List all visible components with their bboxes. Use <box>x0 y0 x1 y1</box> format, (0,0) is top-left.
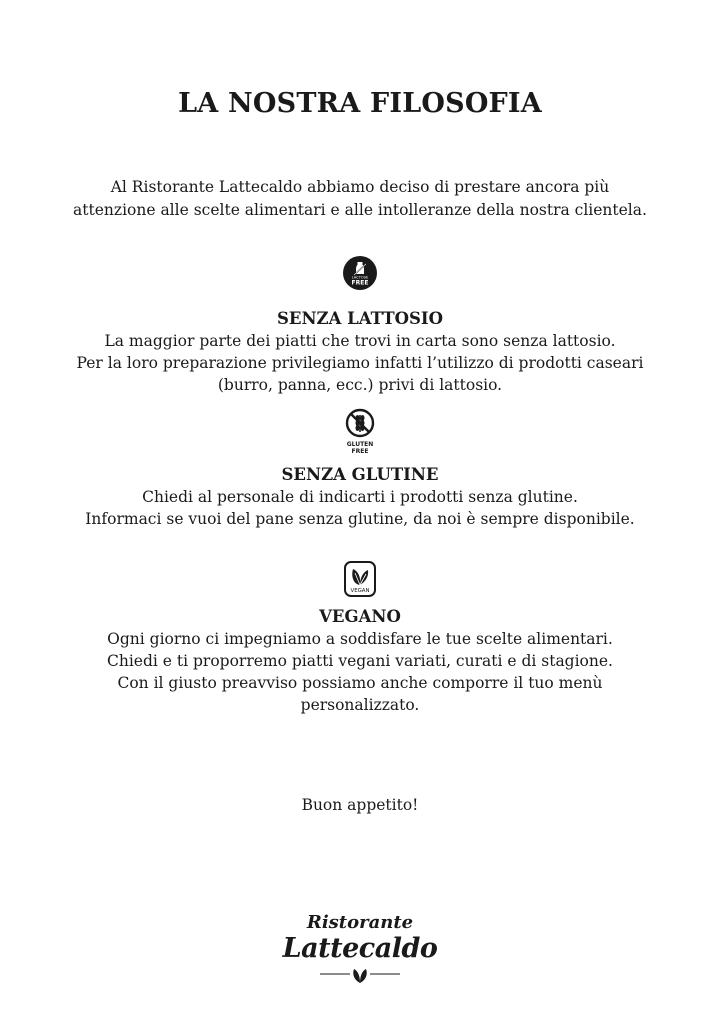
icon-label-bottom: FREE <box>351 448 369 455</box>
restaurant-logo <box>260 912 460 986</box>
section-line: Chiedi al personale di indicarti i prodotti senza glutine. <box>142 488 578 506</box>
section-line: (burro, panna, ecc.) privi di lattosio. <box>217 376 503 394</box>
lactose-free-icon <box>343 256 377 290</box>
vegan-icon <box>343 560 377 598</box>
logo-line-lattecaldo: Lattecaldo <box>282 933 438 964</box>
section-heading: VEGANO <box>319 607 401 626</box>
section-heading: SENZA GLUTINE <box>281 465 439 484</box>
section-line: La maggior parte dei piatti che trovi in carta sono senza lattosio. <box>104 332 616 350</box>
gluten-free-icon <box>342 406 378 458</box>
icon-label-top: VEGAN <box>350 588 370 594</box>
section-line: Con il giusto preavviso possiamo anche comporre il tuo menù <box>117 674 603 692</box>
section-lactose-free <box>30 256 690 396</box>
section-line: Informaci se vuoi del pane senza glutine, da noi è sempre disponibile. <box>85 510 635 528</box>
intro-paragraph <box>40 176 680 222</box>
icon-label-top: LACTOSE <box>351 275 369 280</box>
section-text <box>30 628 690 716</box>
intro-line: attenzione alle scelte alimentari e alle intolleranze della nostra clientela. <box>73 201 647 219</box>
logo-line-ristorante: Ristorante <box>306 912 414 933</box>
leaf-divider-icon <box>300 966 420 986</box>
section-text <box>30 486 690 530</box>
section-line: Chiedi e ti proporremo piatti vegani variati, curati e di stagione. <box>107 652 613 670</box>
section-line: Per la loro preparazione privilegiamo infatti l’utilizzo di prodotti caseari <box>76 354 644 372</box>
closing-text: Buon appetito! <box>301 796 419 814</box>
section-text <box>30 330 690 396</box>
page-title: LA NOSTRA FILOSOFIA <box>178 88 542 119</box>
section-line: Ogni giorno ci impegniamo a soddisfare le tue scelte alimentari. <box>107 630 613 648</box>
icon-label-top: GLUTEN <box>346 441 374 448</box>
intro-line: Al Ristorante Lattecaldo abbiamo deciso di prestare ancora più <box>110 178 610 196</box>
section-vegan <box>30 560 690 716</box>
section-heading: SENZA LATTOSIO <box>276 309 443 328</box>
icon-label-bottom: FREE <box>351 279 369 287</box>
section-line: personalizzato. <box>300 696 420 714</box>
section-gluten-free <box>30 406 690 530</box>
